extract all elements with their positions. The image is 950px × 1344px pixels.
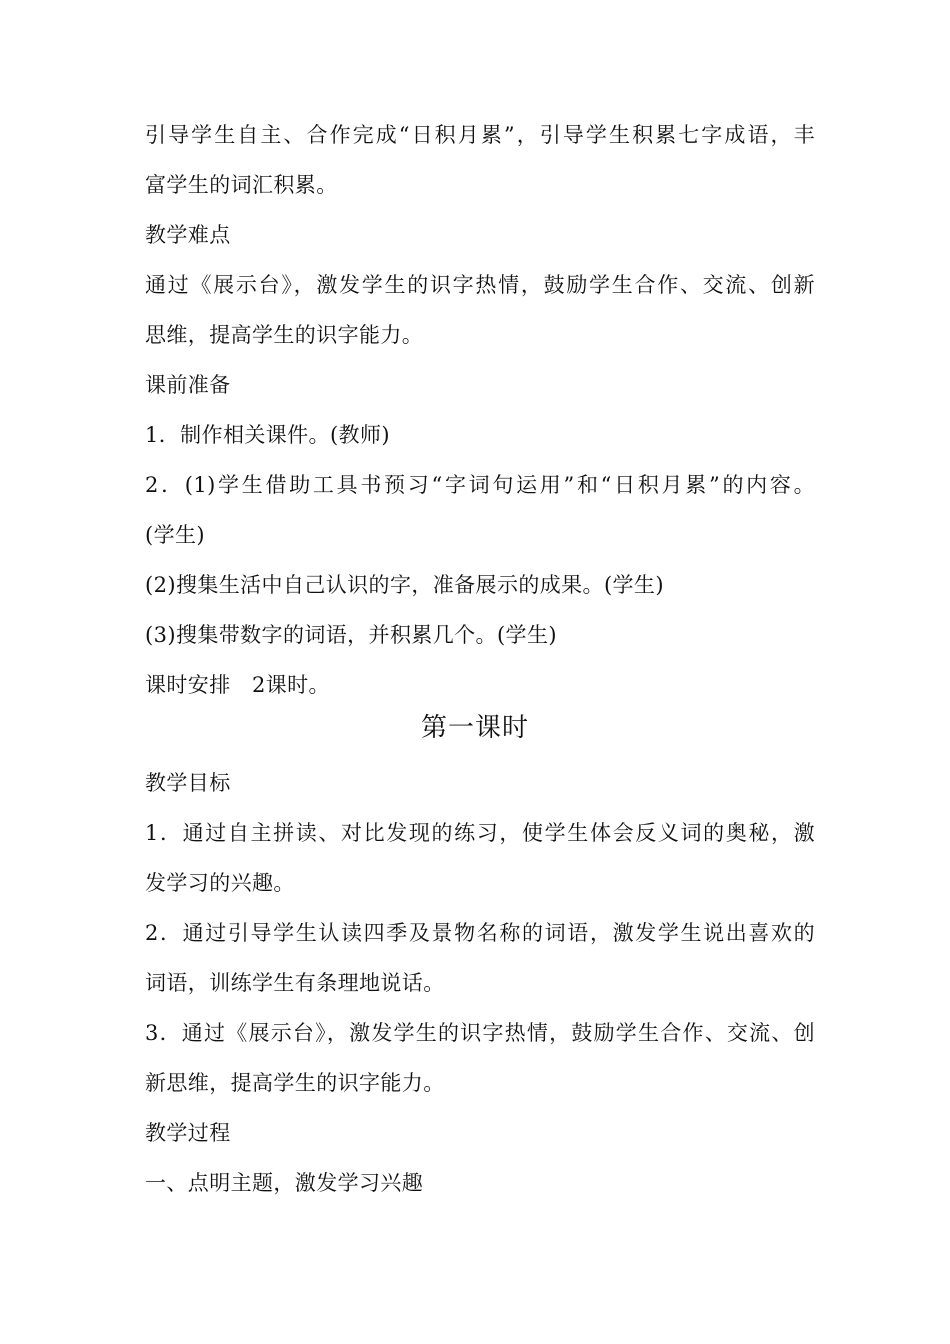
section-title: 第一课时 — [420, 713, 529, 743]
subheading: 教学过程 — [145, 1121, 231, 1145]
text-line: 富学生的词汇积累。 — [145, 173, 338, 197]
text-line: 思维，提高学生的识字能力。 — [145, 323, 424, 347]
text-line: 通过《展示台》，激发学生的识字热情，鼓励学生合作、交流、创新 — [145, 273, 815, 297]
text-line: 发学习的兴趣。 — [145, 871, 295, 895]
section-subheading: 一、点明主题，激发学习兴趣 — [145, 1171, 424, 1195]
list-item: 2．通过引导学生认读四季及景物名称的词语，激发学生说出喜欢的 — [145, 921, 815, 945]
text-line: (学生) — [145, 523, 205, 547]
list-item: 1．制作相关课件。(教师) — [145, 423, 390, 447]
text-line: 引导学生自主、合作完成“日积月累”，引导学生积累七字成语，丰 — [145, 123, 815, 147]
list-item: 3．通过《展示台》，激发学生的识字热情，鼓励学生合作、交流、创 — [145, 1021, 815, 1045]
text-line: 课时安排 2课时。 — [145, 673, 330, 697]
list-item: 1．通过自主拼读、对比发现的练习，使学生体会反义词的奥秘，激 — [145, 821, 815, 845]
list-item: (3)搜集带数字的词语，并积累几个。(学生) — [145, 623, 557, 647]
list-item: (2)搜集生活中自己认识的字，准备展示的成果。(学生) — [145, 573, 664, 597]
subheading: 教学目标 — [145, 771, 231, 795]
list-item: 2．(1)学生借助工具书预习“字词句运用”和“日积月累”的内容。 — [145, 473, 815, 497]
text-line: 词语，训练学生有条理地说话。 — [145, 971, 445, 995]
subheading: 课前准备 — [145, 373, 231, 397]
subheading: 教学难点 — [145, 223, 231, 247]
text-line: 新思维，提高学生的识字能力。 — [145, 1071, 445, 1095]
